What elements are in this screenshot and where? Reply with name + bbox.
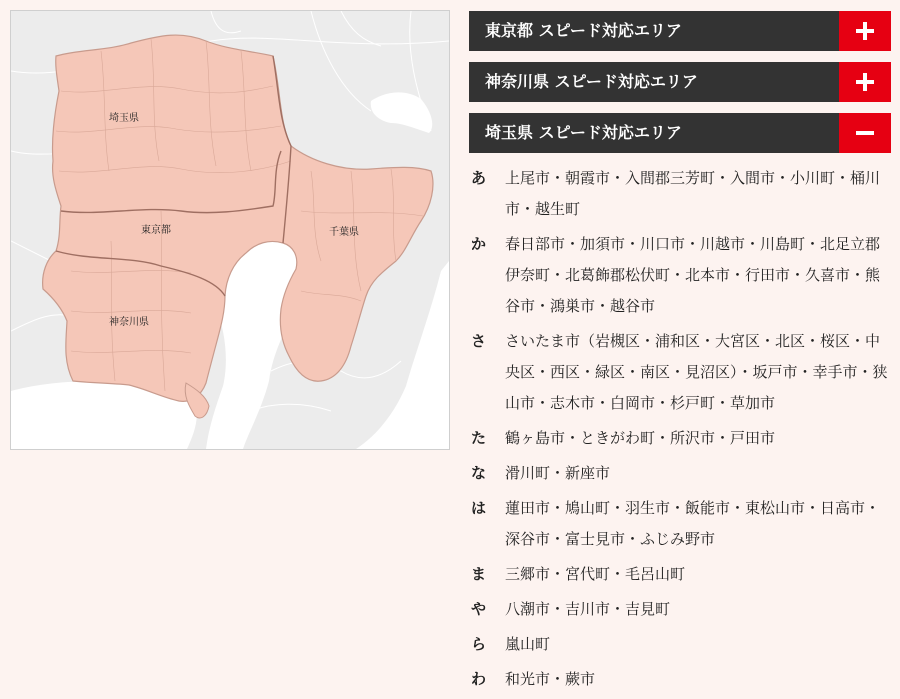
list-item — [469, 629, 891, 660]
accordion-header-saitama[interactable] — [469, 113, 891, 153]
service-area-map — [10, 10, 450, 450]
list-item — [469, 326, 891, 419]
kana-index: や — [471, 600, 487, 618]
list-item — [469, 229, 891, 322]
kana-index: ま — [471, 565, 487, 583]
list-item — [469, 423, 891, 454]
map-label-saitama: 埼玉県 — [109, 113, 139, 124]
city-list: 春日部市・加須市・川口市・川越市・川島町・北足立郡伊奈町・北葛飾郡松伏町・北本市・行田市・久喜市・熊谷市・鴻巣市・越谷市 — [505, 235, 881, 315]
area-accordion — [469, 11, 891, 699]
city-list: さいたま市（岩槻区・浦和区・大宮区・北区・桜区・中央区・西区・緑区・南区・見沼区）・坂戸市・幸手市・狭山市・志木市・白岡市・杉戸町・草加市 — [505, 332, 888, 412]
list-item — [469, 664, 891, 695]
kana-index: な — [471, 464, 487, 482]
city-list: 上尾市・朝霞市・入間郡三芳町・入間市・小川町・桶川市・越生町 — [505, 169, 881, 218]
collapse-button[interactable] — [839, 113, 891, 153]
kana-index: か — [471, 235, 487, 253]
expand-button[interactable] — [839, 11, 891, 51]
city-list: 滑川町・新座市 — [505, 464, 611, 482]
kana-index: ら — [471, 635, 487, 653]
list-item — [469, 458, 891, 489]
city-list: 八潮市・吉川市・吉見町 — [505, 600, 671, 618]
accordion-header-tokyo[interactable] — [469, 11, 891, 51]
accordion-header-kanagawa[interactable] — [469, 62, 891, 102]
list-item — [469, 559, 891, 590]
map-label-kanagawa: 神奈川県 — [109, 317, 149, 328]
accordion-title: 東京都 スピード対応エリア — [469, 11, 839, 51]
expand-button[interactable] — [839, 62, 891, 102]
city-list: 鶴ヶ島市・ときがわ町・所沢市・戸田市 — [505, 429, 776, 447]
map-label-chiba: 千葉県 — [329, 227, 359, 238]
list-item — [469, 493, 891, 555]
map-svg — [11, 11, 449, 449]
kana-index: は — [471, 499, 487, 517]
city-list: 蓮田市・鳩山町・羽生市・飯能市・東松山市・日高市・深谷市・富士見市・ふじみ野市 — [505, 499, 881, 548]
accordion-title: 埼玉県 スピード対応エリア — [469, 113, 839, 153]
kana-index: あ — [471, 169, 487, 187]
city-list: 和光市・蕨市 — [505, 670, 596, 688]
list-item — [469, 163, 891, 225]
kana-index: た — [471, 429, 487, 447]
city-list: 三郷市・宮代町・毛呂山町 — [505, 565, 686, 583]
map-label-tokyo: 東京都 — [141, 225, 171, 236]
accordion-body-saitama — [469, 163, 891, 695]
accordion-title: 神奈川県 スピード対応エリア — [469, 62, 839, 102]
list-item — [469, 594, 891, 625]
city-list: 嵐山町 — [505, 635, 551, 653]
kana-index: さ — [471, 332, 487, 350]
kana-index: わ — [471, 670, 487, 688]
